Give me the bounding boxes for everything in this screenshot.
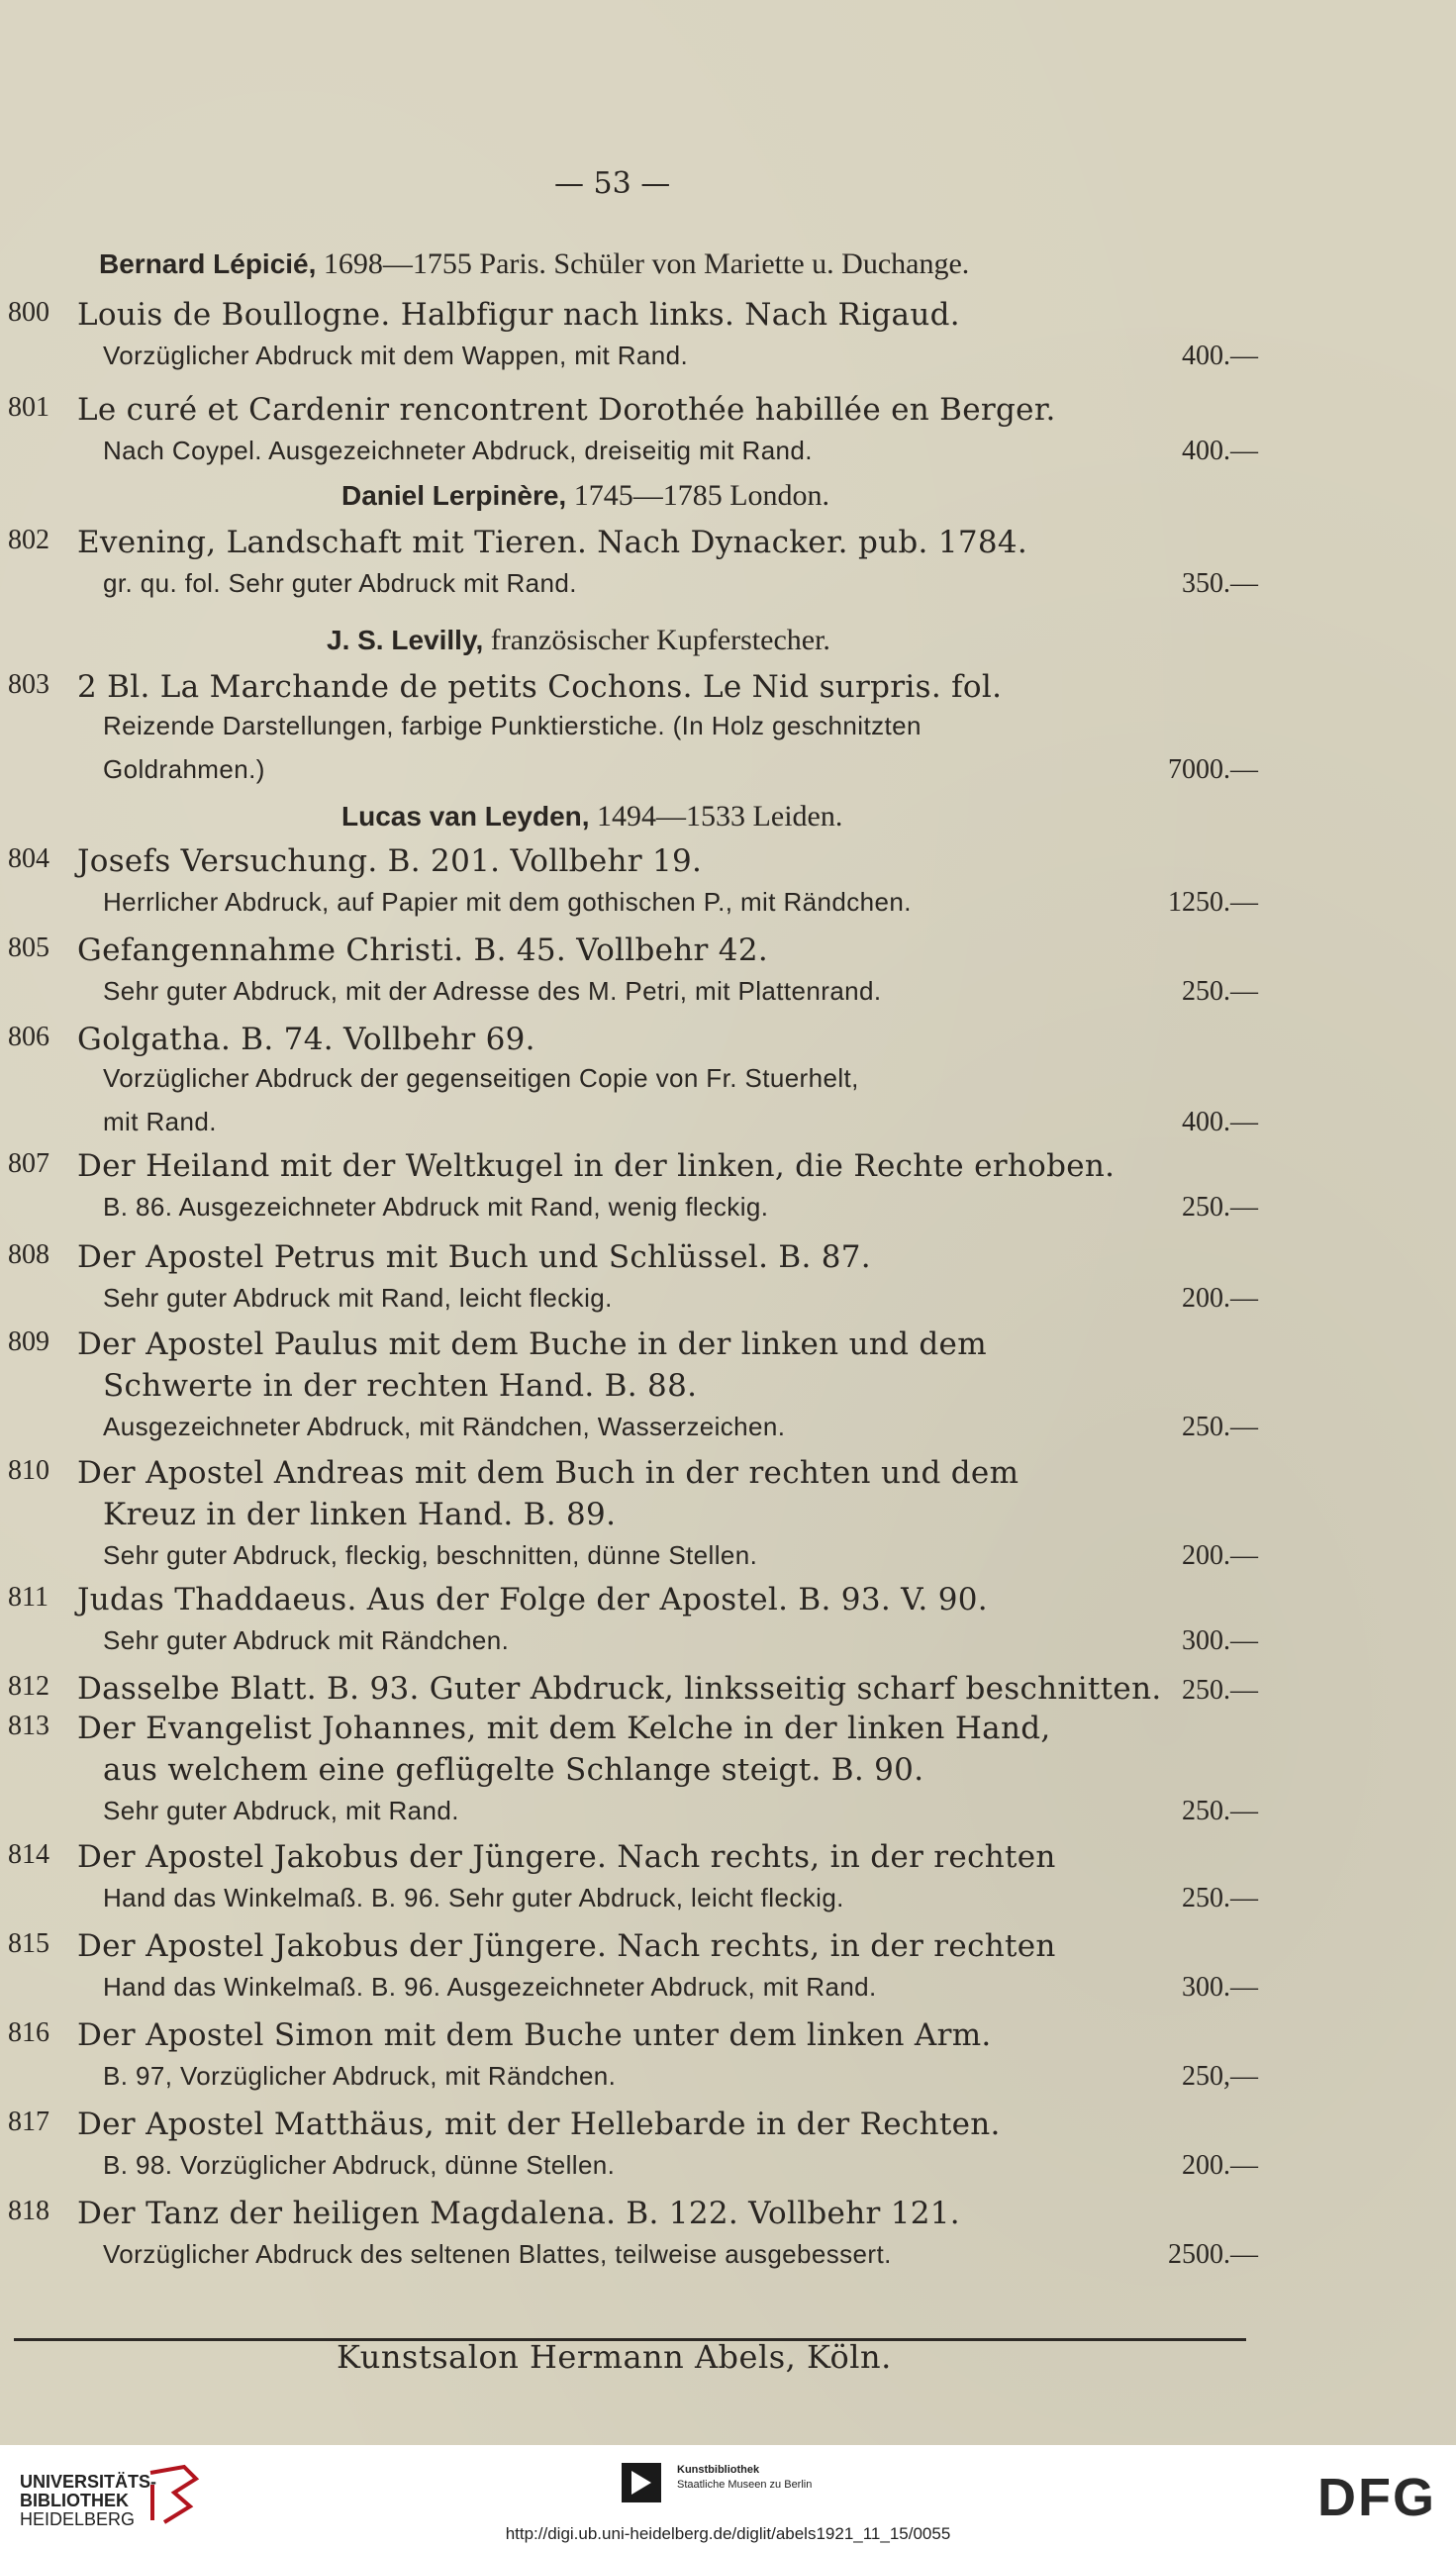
artist-info: französischer Kupferstecher. xyxy=(483,624,830,656)
entry-price: 7000.— xyxy=(1168,754,1258,785)
entry-title-line: Der Apostel Jakobus der Jüngere. Nach rechts, in der rechten xyxy=(77,1928,1056,1964)
entry-title-line: Der Apostel Andreas mit dem Buch in der rechten und dem xyxy=(77,1455,1019,1491)
ub-logo-mark-icon xyxy=(145,2463,202,2528)
artist-name: J. S. Levilly, xyxy=(327,625,484,655)
entry-title-line: Der Evangelist Johannes, mit dem Kelche in der linken Hand, xyxy=(77,1711,1051,1746)
entry-price: 250.— xyxy=(1182,1796,1258,1826)
entry-title-line: Der Apostel Paulus mit dem Buche in der linken und dem xyxy=(77,1326,987,1362)
entry-description: Vorzüglicher Abdruck der gegenseitigen Copie von Fr. Stuerhelt, xyxy=(103,1063,859,1093)
artist-heading xyxy=(99,247,969,281)
entry-price: 400.— xyxy=(1182,341,1258,371)
artist-name: Lucas van Leyden, xyxy=(341,801,590,832)
kunstbibliothek-text xyxy=(677,2463,812,2493)
entry-title-line: Louis de Boullogne. Halbfigur nach links. Nach Rigaud. xyxy=(77,297,960,333)
entry-title-line: Der Apostel Jakobus der Jüngere. Nach rechts, in der rechten xyxy=(77,1839,1056,1875)
entry-title-line: Evening, Landschaft mit Tieren. Nach Dynacker. pub. 1784. xyxy=(77,525,1028,560)
entry-number: 812 xyxy=(8,1671,49,1702)
entry-description: Herrlicher Abdruck, auf Papier mit dem gothischen P., mit Rändchen. xyxy=(103,887,912,917)
entry-title-line: Judas Thaddaeus. Aus der Folge der Apostel. B. 93. V. 90. xyxy=(77,1582,988,1618)
entry-description: mit Rand. xyxy=(103,1107,217,1136)
footer-publisher: Kunstsalon Hermann Abels, Köln. xyxy=(337,2338,892,2376)
artist-info: 1494—1533 Leiden. xyxy=(589,800,843,833)
entry-title-line: Schwerte in der rechten Hand. B. 88. xyxy=(103,1368,698,1404)
entry-title-line: Der Apostel Petrus mit Buch und Schlüssel. B. 87. xyxy=(77,1239,871,1275)
entry-description: Sehr guter Abdruck, fleckig, beschnitten, dünne Stellen. xyxy=(103,1540,758,1570)
entry-price: 200.— xyxy=(1182,1540,1258,1571)
entry-description: Reizende Darstellungen, farbige Punktierstiche. (In Holz geschnitzten xyxy=(103,711,922,740)
artist-name: Daniel Lerpinère, xyxy=(341,480,567,511)
entry-number: 810 xyxy=(8,1455,49,1486)
entry-number: 817 xyxy=(8,2107,49,2137)
entry-description: Sehr guter Abdruck mit Rändchen. xyxy=(103,1625,510,1655)
entry-number: 818 xyxy=(8,2196,49,2226)
entry-description: Sehr guter Abdruck mit Rand, leicht fleckig. xyxy=(103,1283,613,1313)
entry-description: Goldrahmen.) xyxy=(103,754,265,784)
entry-description: Hand das Winkelmaß. B. 96. Ausgezeichneter Abdruck, mit Rand. xyxy=(103,1972,877,2002)
dfg-logo[interactable]: DFG xyxy=(1317,2468,1436,2527)
entry-title-line: Golgatha. B. 74. Vollbehr 69. xyxy=(77,1022,535,1057)
entry-title-line: Dasselbe Blatt. B. 93. Guter Abdruck, linksseitig scharf beschnitten. xyxy=(77,1671,1162,1707)
artist-info: 1745—1785 London. xyxy=(566,479,830,512)
entry-price: 400.— xyxy=(1182,436,1258,466)
entry-number: 803 xyxy=(8,669,49,700)
artist-info: 1698—1755 Paris. Schüler von Mariette u. Duchange. xyxy=(316,247,970,280)
entry-number: 804 xyxy=(8,843,49,874)
entry-price: 2500.— xyxy=(1168,2239,1258,2270)
entry-description: Ausgezeichneter Abdruck, mit Rändchen, Wasserzeichen. xyxy=(103,1412,786,1441)
entry-number: 802 xyxy=(8,525,49,555)
entry-price: 400.— xyxy=(1182,1107,1258,1137)
entry-description: Sehr guter Abdruck, mit Rand. xyxy=(103,1796,459,1825)
entry-number: 811 xyxy=(8,1582,49,1613)
entry-number: 813 xyxy=(8,1711,49,1741)
permalink-url[interactable]: http://digi.ub.uni-heidelberg.de/diglit/abels1921_11_15/0055 xyxy=(505,2524,951,2543)
kb-line: Kunstbibliothek xyxy=(677,2464,760,2476)
entry-price: 250.— xyxy=(1182,1192,1258,1223)
entry-number: 807 xyxy=(8,1148,49,1179)
entry-description: Sehr guter Abdruck, mit der Adresse des M. Petri, mit Plattenrand. xyxy=(103,976,882,1006)
entry-price: 200.— xyxy=(1182,2150,1258,2181)
entry-description: Nach Coypel. Ausgezeichneter Abdruck, dreiseitig mit Rand. xyxy=(103,436,813,465)
entry-title-line: 2 Bl. La Marchande de petits Cochons. Le Nid surpris. fol. xyxy=(77,669,1003,705)
entry-price: 250.— xyxy=(1182,1412,1258,1442)
entry-price: 250.— xyxy=(1182,976,1258,1007)
entry-title-line: Der Apostel Simon mit dem Buche unter dem linken Arm. xyxy=(77,2017,992,2053)
entry-title-line: Kreuz in der linken Hand. B. 89. xyxy=(103,1497,617,1532)
artist-heading xyxy=(327,624,830,657)
entry-title-line: Gefangennahme Christi. B. 45. Vollbehr 42. xyxy=(77,932,769,968)
entry-price: 250.— xyxy=(1182,1675,1258,1706)
entry-number: 814 xyxy=(8,1839,49,1870)
entry-description: B. 86. Ausgezeichneter Abdruck mit Rand, wenig fleckig. xyxy=(103,1192,769,1222)
artist-heading xyxy=(341,479,829,513)
ub-logo-line: BIBLIOTHEK xyxy=(20,2491,129,2510)
entry-description: B. 98. Vorzüglicher Abdruck, dünne Stellen. xyxy=(103,2150,616,2180)
entry-number: 801 xyxy=(8,392,49,423)
entry-number: 808 xyxy=(8,1239,49,1270)
artist-heading xyxy=(341,800,842,833)
entry-price: 300.— xyxy=(1182,1625,1258,1656)
ub-logo-line: UNIVERSITÄTS- xyxy=(20,2472,157,2492)
entry-price: 1250.— xyxy=(1168,887,1258,918)
entry-title-line: Der Heiland mit der Weltkugel in der linken, die Rechte erhoben. xyxy=(77,1148,1116,1184)
entry-price: 250,— xyxy=(1182,2061,1258,2092)
entry-description: gr. qu. fol. Sehr guter Abdruck mit Rand. xyxy=(103,568,577,598)
entry-title-line: Der Apostel Matthäus, mit der Hellebarde in der Rechten. xyxy=(77,2107,1001,2142)
entry-number: 805 xyxy=(8,932,49,963)
entry-title-line: Josefs Versuchung. B. 201. Vollbehr 19. xyxy=(77,843,703,879)
entry-title-line: Le curé et Cardenir rencontrent Dorothée habillée en Berger. xyxy=(77,392,1056,428)
entry-price: 350.— xyxy=(1182,568,1258,599)
entry-description: Hand das Winkelmaß. B. 96. Sehr guter Abdruck, leicht fleckig. xyxy=(103,1883,844,1912)
entry-description: Vorzüglicher Abdruck mit dem Wappen, mit Rand. xyxy=(103,341,689,370)
entry-description: B. 97, Vorzüglicher Abdruck, mit Rändchen. xyxy=(103,2061,617,2091)
kunstbibliothek-logo-icon xyxy=(622,2463,661,2502)
ub-logo-line: HEIDELBERG xyxy=(20,2509,136,2529)
entry-title-line: aus welchem eine geflügelte Schlange steigt. B. 90. xyxy=(103,1752,924,1788)
entry-number: 815 xyxy=(8,1928,49,1959)
bottom-bar xyxy=(0,2445,1456,2549)
entry-number: 816 xyxy=(8,2017,49,2048)
kb-line: Staatliche Museen zu Berlin xyxy=(677,2479,813,2491)
page-number: — 53 — xyxy=(554,166,671,201)
artist-name: Bernard Lépicié, xyxy=(99,248,317,279)
ub-heidelberg-logo[interactable] xyxy=(20,2473,156,2529)
entry-number: 806 xyxy=(8,1022,49,1052)
entry-number: 809 xyxy=(8,1326,49,1357)
entry-title-line: Der Tanz der heiligen Magdalena. B. 122. Vollbehr 121. xyxy=(77,2196,960,2231)
entry-number: 800 xyxy=(8,297,49,328)
entry-price: 250.— xyxy=(1182,1883,1258,1913)
entry-description: Vorzüglicher Abdruck des seltenen Blattes, teilweise ausgebessert. xyxy=(103,2239,892,2269)
entry-price: 200.— xyxy=(1182,1283,1258,1314)
entry-price: 300.— xyxy=(1182,1972,1258,2003)
